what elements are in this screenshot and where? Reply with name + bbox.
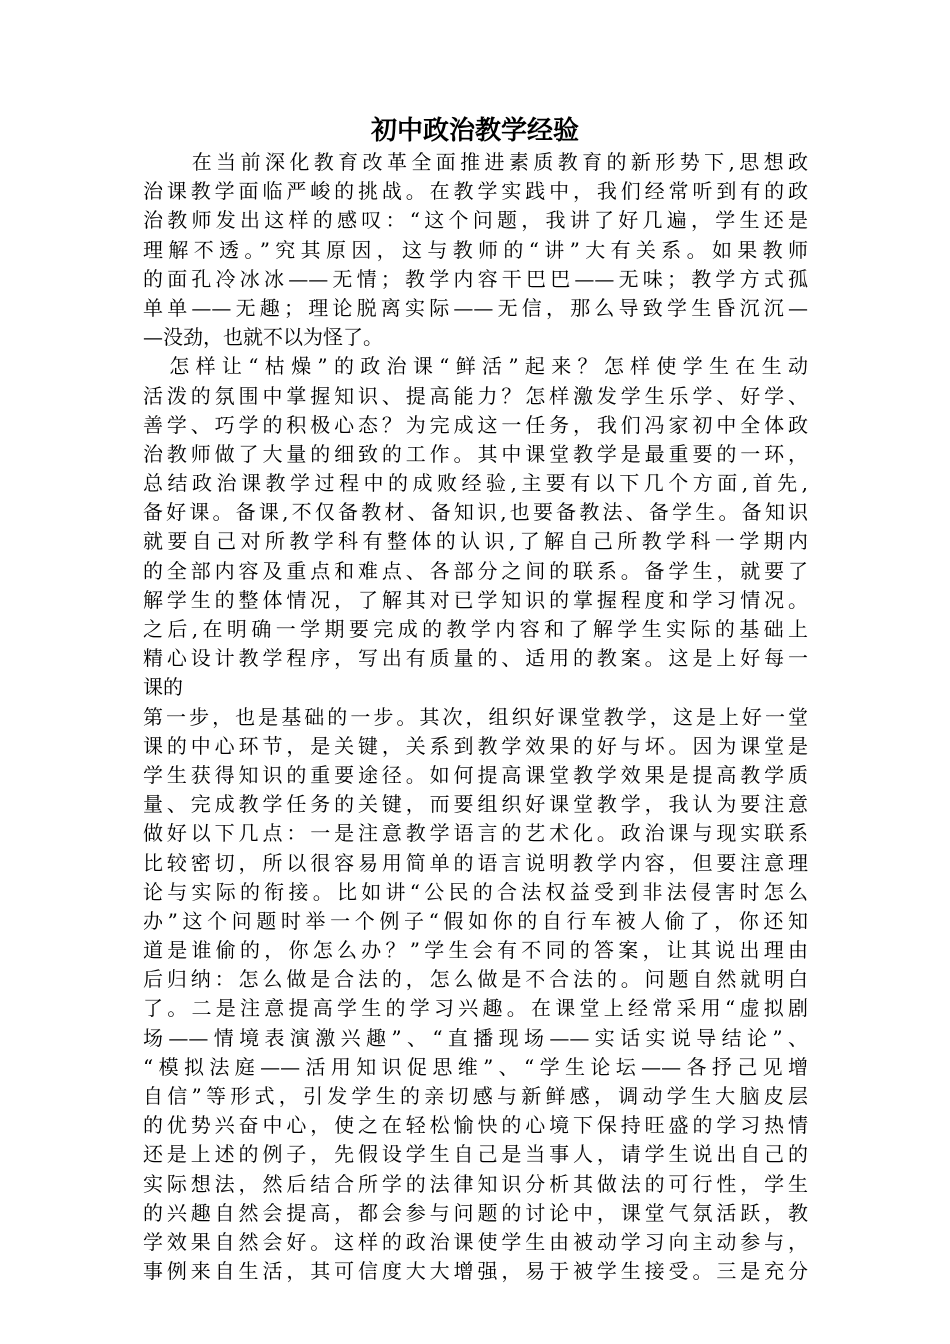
text-line: 的全部内容及重点和难点、各部分之间的联系。备学生，就要了 bbox=[143, 558, 808, 583]
text-line: —没劲，也就不以为怪了。 bbox=[143, 325, 383, 350]
text-line: 自信”等形式，引发学生的亲切感与新鲜感，调动学生大脑皮层 bbox=[143, 1084, 808, 1108]
text-line: 事例来自生活，其可信度大大增强，易于被学生接受。三是充分 bbox=[143, 1259, 808, 1284]
text-line: 办”这个问题时举一个例子“假如你的自行车被人偷了，你还知 bbox=[143, 908, 808, 933]
text-line: 治课教学面临严峻的挑战。在教学实践中，我们经常听到有的政 bbox=[143, 179, 808, 204]
text-line: 活泼的氛围中掌握知识、提高能力？怎样激发学生乐学、好学、 bbox=[143, 383, 808, 408]
text-line: 的兴趣自然会提高，都会参与问题的讨论中，课堂气氛活跃，教 bbox=[143, 1200, 808, 1225]
text-line: 善学、巧学的积极心态？为完成这一任务，我们冯家初中全体政 bbox=[143, 412, 808, 437]
text-line: “模拟法庭——活用知识促思维”、“学生论坛——各抒己见增 bbox=[143, 1054, 808, 1079]
text-line: 理解不透。”究其原因，这与教师的“讲”大有关系。如果教师 bbox=[143, 237, 808, 262]
document-body bbox=[143, 148, 808, 1286]
text-line: 道是谁偷的，你怎么办？”学生会有不同的答案，让其说出理由 bbox=[143, 938, 808, 963]
text-line: 课的 bbox=[143, 675, 183, 700]
text-line: 做好以下几点：一是注意教学语言的艺术化。政治课与现实联系 bbox=[143, 821, 808, 846]
text-line: 精心设计教学程序，写出有质量的、适用的教案。这是上好每一 bbox=[143, 646, 808, 671]
text-line: 解学生的整体情况，了解其对已学知识的掌握程度和学习情况。 bbox=[143, 587, 808, 612]
text-line: 论与实际的衔接。比如讲“公民的合法权益受到非法侵害时怎么 bbox=[143, 879, 808, 904]
text-line: 学生获得知识的重要途径。如何提高课堂教学效果是提高教学质 bbox=[143, 762, 808, 787]
text-line: 第一步，也是基础的一步。其次，组织好课堂教学，这是上好一堂 bbox=[143, 704, 808, 729]
text-line: 治教师做了大量的细致的工作。其中课堂教学是最重要的一环， bbox=[143, 441, 808, 466]
text-line: 场——情境表演激兴趣”、“直播现场——实话实说导结论”、 bbox=[143, 1025, 808, 1050]
text-line: 总结政治课教学过程中的成败经验,主要有以下几个方面,首先, bbox=[143, 471, 808, 496]
text-line: 课的中心环节，是关键，关系到教学效果的好与坏。因为课堂是 bbox=[143, 733, 808, 758]
text-line: 之后,在明确一学期要完成的教学内容和了解学生实际的基础上 bbox=[143, 617, 808, 641]
text-line: 量、完成教学任务的关键，而要组织好课堂教学，我认为要注意 bbox=[143, 792, 808, 817]
text-line: 治教师发出这样的感叹：“这个问题，我讲了好几遍，学生还是 bbox=[143, 208, 808, 233]
text-line: 学效果自然会好。这样的政治课使学生由被动学习向主动参与， bbox=[143, 1229, 808, 1254]
text-line: 怎样让“枯燥”的政治课“鲜活”起来？怎样使学生在生动 bbox=[143, 354, 808, 379]
text-line: 比较密切，所以很容易用简单的语言说明教学内容，但要注意理 bbox=[143, 850, 808, 875]
text-line: 单单——无趣；理论脱离实际——无信，那么导致学生昏沉沉— bbox=[143, 295, 808, 320]
text-line: 的面孔冷冰冰——无情；教学内容干巴巴——无味；教学方式孤 bbox=[143, 266, 808, 291]
text-line: 还是上述的例子，先假设学生自己是当事人，请学生说出自己的 bbox=[143, 1142, 808, 1167]
text-line: 就要自己对所教学科有整体的认识,了解自己所教学科一学期内 bbox=[143, 529, 808, 554]
text-line: 备好课。备课,不仅备教材、备知识,也要备教法、备学生。备知识 bbox=[143, 500, 808, 525]
text-line: 了。二是注意提高学生的学习兴趣。在课堂上经常采用“虚拟剧 bbox=[143, 996, 808, 1021]
text-line: 后归纳：怎么做是合法的，怎么做是不合法的。问题自然就明白 bbox=[143, 967, 808, 992]
document-title: 初中政治教学经验 bbox=[370, 116, 579, 146]
text-line: 的优势兴奋中心，使之在轻松愉快的心境下保持旺盛的学习热情 bbox=[143, 1113, 808, 1138]
text-line: 实际想法，然后结合所学的法律知识分析其做法的可行性，学生 bbox=[143, 1171, 808, 1196]
text-line: 在当前深化教育改革全面推进素质教育的新形势下,思想政 bbox=[143, 150, 808, 174]
